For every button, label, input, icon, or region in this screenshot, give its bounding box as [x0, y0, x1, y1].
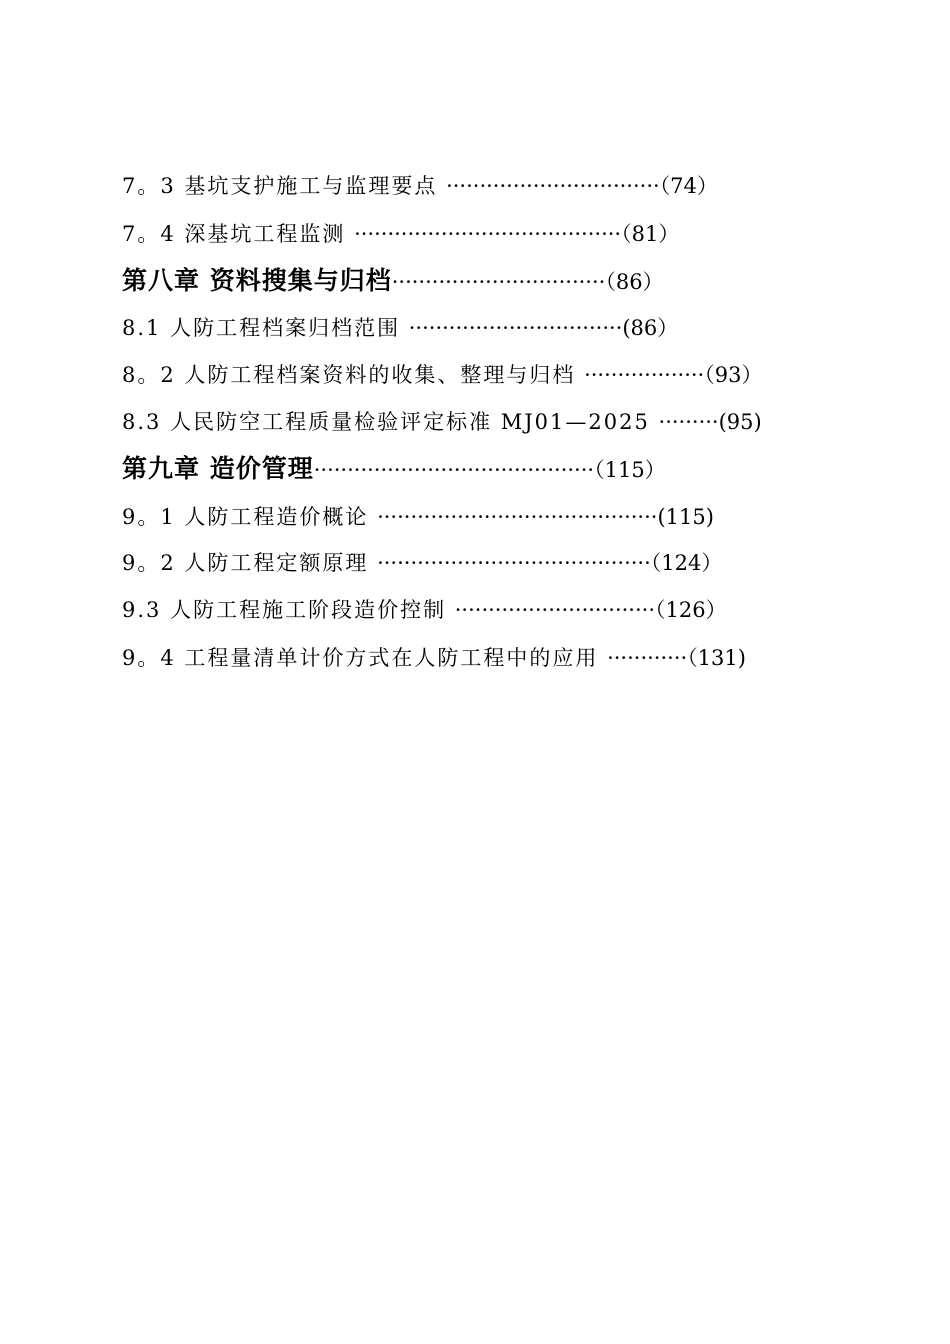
toc-entry-7-4[interactable]	[122, 224, 679, 245]
toc-entry-title: 9。1 人防工程造价概论	[122, 505, 378, 529]
toc-page-number: （131)	[687, 646, 746, 670]
toc-chapter-9[interactable]	[122, 456, 666, 481]
toc-leader-dots: ············	[607, 646, 688, 670]
toc-leader-dots: ································	[408, 316, 623, 340]
toc-entry-title: 9.3 人防工程施工阶段造价控制	[122, 598, 455, 622]
toc-leader-dots: ································	[391, 270, 606, 294]
toc-entry-7-3[interactable]	[122, 176, 718, 197]
toc-leader-dots: ··········································	[313, 458, 595, 482]
toc-entry-title: 8.3 人民防空工程质量检验评定标准 MJ01—2025	[122, 410, 659, 434]
toc-entry-9-4[interactable]	[122, 648, 746, 669]
toc-page-number: （124）	[650, 551, 723, 575]
toc-entry-title: 8.1 人防工程档案归档范围	[122, 316, 409, 340]
toc-entry-title: 7。3 基坑支护施工与监理要点	[122, 174, 447, 198]
toc-leader-dots: ······························	[454, 598, 656, 622]
toc-page-number: （74）	[659, 174, 718, 198]
toc-leader-dots: ·········	[658, 410, 719, 434]
toc-page-number: （115）	[594, 458, 666, 482]
toc-page-number: (115)	[657, 505, 714, 529]
toc-chapter-8[interactable]	[122, 268, 664, 293]
toc-entry-8-2[interactable]	[122, 365, 762, 386]
toc-leader-dots: ··················	[584, 363, 705, 387]
toc-page-number: （86）	[605, 270, 664, 294]
toc-leader-dots: ·········································	[377, 551, 651, 575]
toc-leader-dots: ··········································	[377, 505, 658, 529]
toc-page-number: （126）	[655, 598, 727, 622]
toc-leader-dots: ········································	[354, 222, 622, 246]
toc-entry-9-2[interactable]	[122, 553, 722, 574]
toc-entry-title: 8。2 人防工程档案资料的收集、整理与归档	[122, 363, 585, 387]
toc-entry-8-3[interactable]	[122, 412, 762, 433]
toc-entry-9-3[interactable]	[122, 600, 727, 621]
toc-entry-title: 9。4 工程量清单计价方式在人防工程中的应用	[122, 646, 608, 670]
toc-chapter-title: 第八章 资料搜集与归档	[122, 266, 392, 295]
toc-entry-9-1[interactable]	[122, 507, 714, 528]
toc-entry-8-1[interactable]	[122, 318, 678, 339]
toc-leader-dots: ································	[446, 174, 660, 198]
toc-chapter-title: 第九章 造价管理	[122, 454, 314, 483]
toc-page-number: (86）	[622, 316, 679, 340]
toc-entry-title: 9。2 人防工程定额原理	[122, 551, 378, 575]
toc-entry-title: 7。4 深基坑工程监测	[122, 222, 355, 246]
toc-page-number: (95)	[718, 410, 762, 434]
toc-page-number: （93）	[704, 363, 763, 387]
toc-page-number: （81）	[621, 222, 680, 246]
